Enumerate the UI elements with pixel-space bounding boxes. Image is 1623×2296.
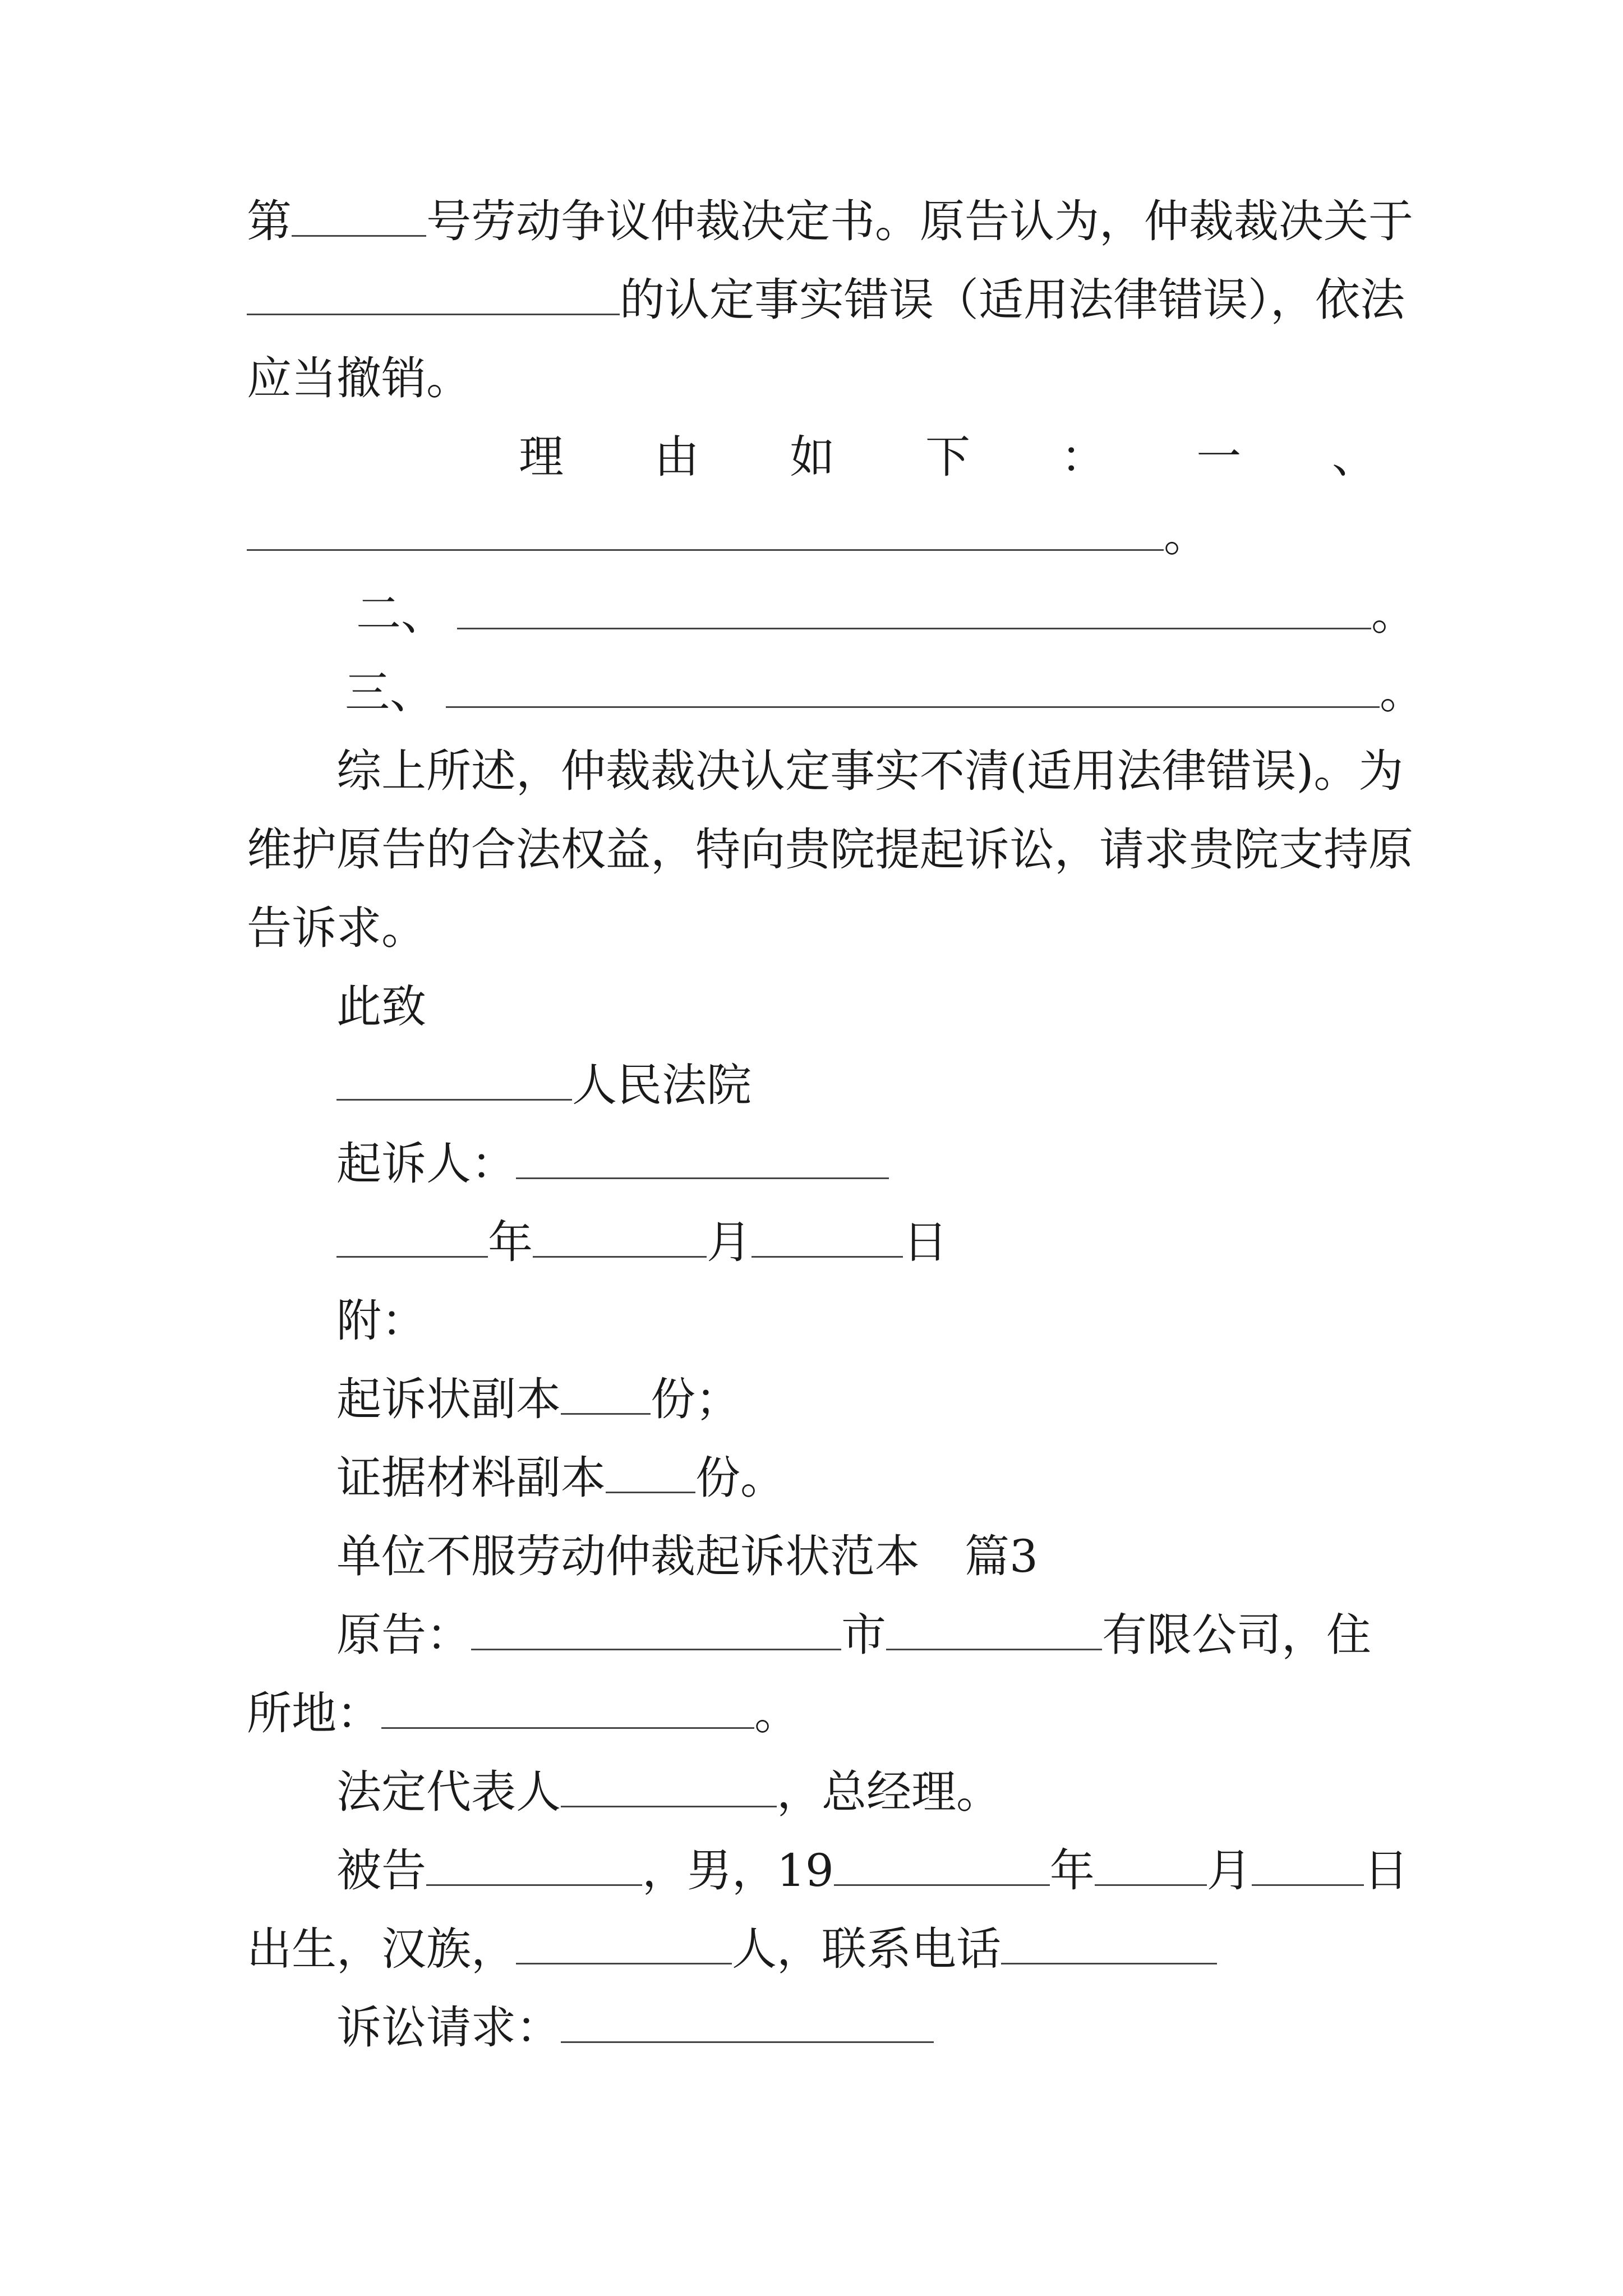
text: 一 bbox=[1196, 431, 1242, 483]
text-line bbox=[336, 1057, 1380, 1114]
text-line bbox=[336, 979, 1380, 1035]
text: 附： bbox=[336, 1295, 426, 1347]
text: 二、 bbox=[356, 588, 446, 640]
fill-blank bbox=[533, 1217, 707, 1258]
text: 告诉求。 bbox=[247, 902, 426, 954]
text-line bbox=[336, 1136, 1380, 1192]
text: 有限公司，住 bbox=[1102, 1609, 1371, 1661]
text: 应当撤销。 bbox=[247, 352, 471, 404]
text-line bbox=[247, 272, 1405, 328]
text: ，总经理。 bbox=[777, 1766, 1001, 1818]
fill-blank bbox=[561, 1374, 651, 1415]
fill-blank bbox=[561, 2002, 934, 2043]
text: 起诉状副本 bbox=[336, 1373, 561, 1425]
text: 下 bbox=[925, 431, 970, 483]
text-line bbox=[247, 194, 1413, 250]
section-title bbox=[336, 1529, 1380, 1585]
fill-blank bbox=[336, 1217, 488, 1258]
text: 的认定事实错误（适用法律错误），依法 bbox=[620, 274, 1405, 326]
fill-blank bbox=[606, 1452, 695, 1493]
text-line bbox=[247, 900, 1380, 956]
text: 号劳动争议仲裁决定书。原告认为，仲裁裁决关于 bbox=[426, 195, 1413, 247]
text: 综上所述，仲裁裁决认定事实不清(适用法律错误)。为 bbox=[336, 745, 1404, 797]
text: 日 bbox=[1363, 1844, 1409, 1897]
fill-blank bbox=[446, 667, 1380, 708]
text: 月 bbox=[1206, 1844, 1252, 1897]
text: ： bbox=[1061, 431, 1106, 483]
text: 由 bbox=[654, 431, 699, 483]
fill-blank bbox=[751, 1217, 903, 1258]
text: 起诉人： bbox=[336, 1138, 516, 1190]
text: 年 bbox=[1049, 1844, 1095, 1897]
fill-blank bbox=[561, 1766, 777, 1807]
text-line bbox=[247, 1686, 1380, 1742]
text-line bbox=[247, 1921, 1380, 1977]
text-line bbox=[247, 822, 1413, 878]
text: 人，联系电话 bbox=[732, 1923, 1001, 1975]
text-line bbox=[336, 1293, 1380, 1349]
text: 月 bbox=[707, 1216, 751, 1268]
text-line bbox=[336, 1450, 1380, 1506]
text: 证据材料副本 bbox=[336, 1452, 606, 1504]
text: ，男，19 bbox=[642, 1844, 834, 1897]
reasons-heading bbox=[519, 429, 1377, 485]
text: 被告 bbox=[336, 1844, 426, 1897]
text: 市 bbox=[841, 1609, 886, 1661]
fill-blank bbox=[457, 588, 1371, 629]
text: 第 bbox=[247, 195, 292, 247]
text: 。 bbox=[1371, 588, 1416, 640]
text-line bbox=[247, 351, 1380, 407]
fill-blank bbox=[1252, 1845, 1364, 1886]
fill-blank bbox=[426, 1845, 642, 1886]
fill-blank bbox=[516, 1138, 889, 1179]
text: 诉讼请求： bbox=[336, 2001, 561, 2054]
fill-blank bbox=[471, 1609, 841, 1650]
text-line bbox=[336, 1214, 1380, 1271]
text: 三、 bbox=[345, 666, 435, 719]
text-line bbox=[336, 1843, 1409, 1899]
text-line bbox=[247, 508, 1380, 564]
text-line bbox=[345, 665, 1424, 721]
text: 年 bbox=[488, 1216, 533, 1268]
text: 此致 bbox=[336, 981, 426, 1033]
text-line bbox=[336, 2000, 1380, 2056]
text: 单位不服劳动仲裁起诉状范本 篇3 bbox=[336, 1530, 1038, 1582]
text: 如 bbox=[790, 431, 835, 483]
text: 份。 bbox=[695, 1452, 785, 1504]
fill-blank bbox=[381, 1688, 754, 1729]
text: 人民法院 bbox=[572, 1059, 751, 1111]
fill-blank bbox=[247, 510, 1164, 551]
text: 所地： bbox=[247, 1687, 381, 1740]
fill-blank bbox=[516, 1924, 732, 1964]
fill-blank bbox=[292, 196, 426, 237]
text-line bbox=[336, 1372, 1380, 1428]
text: 理 bbox=[519, 431, 564, 483]
text-line bbox=[336, 1764, 1380, 1820]
text: 出生，汉族， bbox=[247, 1923, 516, 1975]
text: 原告： bbox=[336, 1609, 471, 1661]
text: 日 bbox=[903, 1216, 948, 1268]
fill-blank bbox=[834, 1845, 1050, 1886]
text-line bbox=[356, 586, 1416, 642]
text: 。 bbox=[1164, 509, 1209, 562]
fill-blank bbox=[1095, 1845, 1207, 1886]
fill-blank bbox=[247, 274, 620, 315]
text-line bbox=[336, 743, 1404, 799]
fill-blank bbox=[886, 1609, 1102, 1650]
text: 维护原告的合法权益，特向贵院提起诉讼，请求贵院支持原 bbox=[247, 823, 1413, 876]
text: 。 bbox=[754, 1687, 799, 1740]
text: 份； bbox=[651, 1373, 740, 1425]
text: 法定代表人 bbox=[336, 1766, 561, 1818]
text-line bbox=[336, 1607, 1380, 1663]
text: 。 bbox=[1380, 666, 1424, 719]
text: 、 bbox=[1331, 431, 1377, 483]
fill-blank bbox=[1001, 1924, 1217, 1964]
fill-blank bbox=[336, 1060, 572, 1101]
